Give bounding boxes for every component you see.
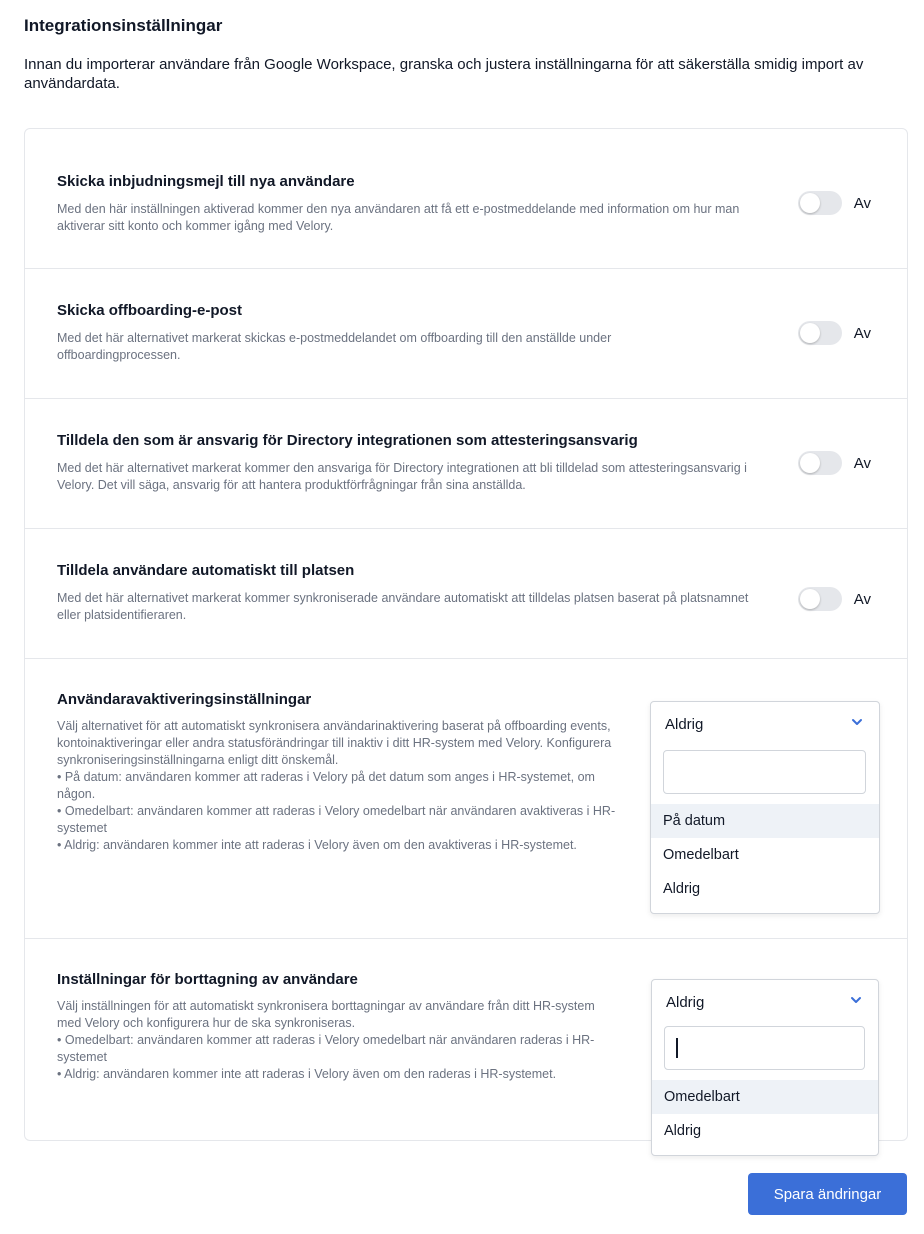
setting-description: Med det här alternativet markerat kommer den ansvariga för Directory integrationen att bli tilldelad som attesteringsansvarig i Velory. Det vill säga, ansvarig för att hantera produktförfrågningar från sina anställda.	[57, 461, 747, 492]
page-intro: Innan du importerar användare från Google Workspace, granska och justera inställningarna för att säkerställa smidig import av användardata.	[24, 56, 864, 92]
toggle-state-label: Av	[853, 324, 871, 342]
dropdown-option-never[interactable]: Aldrig	[663, 881, 701, 897]
offboarding-email-toggle[interactable]	[798, 321, 842, 345]
dropdown-option-immediately[interactable]: Omedelbart	[652, 1080, 878, 1114]
setting-description	[57, 718, 617, 854]
toggle-group	[798, 321, 871, 345]
toggle-state-label: Av	[853, 590, 871, 608]
setting-title: Tilldela den som är ansvarig för Directory integrationen som attesteringsansvarig	[57, 432, 638, 449]
setting-row-invite-email	[25, 129, 907, 269]
toggle-knob	[800, 589, 820, 609]
toggle-state-label: Av	[853, 454, 871, 472]
deactivation-dropdown[interactable]	[650, 701, 880, 914]
invite-email-toggle[interactable]	[798, 191, 842, 215]
dropdown-option-never[interactable]: Aldrig	[664, 1123, 702, 1139]
setting-description: Med det här alternativet markerat skickas e-postmeddelandet om offboarding till den anställde under offboardingprocessen.	[57, 331, 612, 362]
chevron-down-icon[interactable]	[848, 992, 864, 1008]
toggle-knob	[800, 193, 820, 213]
toggle-knob	[800, 453, 820, 473]
dropdown-option-immediately[interactable]: Omedelbart	[663, 847, 739, 863]
description-text: Välj inställningen för att automatiskt synkronisera borttagningar av användare från ditt HR-system med Velory och konfigurera hur de ska synkroniseras.	[57, 999, 595, 1030]
setting-row-approver	[25, 399, 907, 529]
setting-row-auto-location	[25, 529, 907, 659]
setting-description: Med det här alternativet markerat kommer synkroniserade användare automatiskt att tilldelas platsen baserat på platsnamnet eller platsidentifieraren.	[57, 591, 749, 622]
deletion-dropdown[interactable]	[651, 979, 879, 1156]
bullet-never: • Aldrig: användaren kommer inte att raderas i Velory även om den raderas i HR-systemet.	[57, 1067, 557, 1081]
dropdown-search-input[interactable]	[663, 750, 866, 794]
dropdown-selected-value: Aldrig	[666, 994, 705, 1011]
toggle-knob	[800, 323, 820, 343]
setting-description	[57, 998, 617, 1083]
setting-title: Användaravaktiveringsinställningar	[57, 691, 312, 708]
bullet-on-date: • På datum: användaren kommer att raderas i Velory på det datum som anges i HR-systemet, om någon.	[57, 770, 595, 801]
save-button[interactable]: Spara ändringar	[748, 1173, 907, 1215]
text-cursor	[676, 1038, 678, 1058]
toggle-group	[798, 191, 871, 215]
dropdown-option-on-date[interactable]: På datum	[651, 804, 879, 838]
dropdown-header[interactable]	[652, 980, 878, 1024]
toggle-group	[798, 587, 871, 611]
bullet-immediately: • Omedelbart: användaren kommer att raderas i Velory omedelbart när användaren avaktiveras i HR-systemet	[57, 804, 616, 835]
approver-toggle[interactable]	[798, 451, 842, 475]
dropdown-options	[651, 804, 879, 906]
chevron-down-icon[interactable]	[849, 714, 865, 730]
setting-description: Med den här inställningen aktiverad kommer den nya användaren att få ett e-postmeddelande med information om hur man aktiverar sitt konto och kommer igång med Velory.	[57, 202, 740, 233]
dropdown-selected-value: Aldrig	[665, 716, 704, 733]
bullet-immediately: • Omedelbart: användaren kommer att raderas i Velory omedelbart när användaren raderas i HR-systemet	[57, 1033, 595, 1064]
bullet-never: • Aldrig: användaren kommer inte att raderas i Velory även om den avaktiveras i HR-systemet.	[57, 838, 577, 852]
dropdown-search-input[interactable]	[664, 1026, 865, 1070]
description-text: Välj alternativet för att automatiskt synkronisera användarinaktivering baserat på offboarding events, kontoinaktiveringar eller andra statusförändringar till inaktiv i ditt HR-system med Velory. Konfigurera synkroniseringsinställningarna enligt ditt önskemål.	[57, 719, 612, 767]
dropdown-options	[652, 1080, 878, 1148]
setting-row-offboarding-email	[25, 269, 907, 399]
setting-title: Inställningar för borttagning av användare	[57, 971, 358, 988]
setting-title: Skicka offboarding-e-post	[57, 302, 243, 319]
setting-title: Skicka inbjudningsmejl till nya användare	[57, 173, 355, 190]
dropdown-header[interactable]	[651, 702, 879, 746]
page-title: Integrationsinställningar	[24, 16, 223, 35]
toggle-group	[798, 451, 871, 475]
toggle-state-label: Av	[853, 194, 871, 212]
dropdown-search-wrap	[664, 1026, 865, 1070]
setting-title: Tilldela användare automatiskt till platsen	[57, 562, 355, 579]
auto-location-toggle[interactable]	[798, 587, 842, 611]
